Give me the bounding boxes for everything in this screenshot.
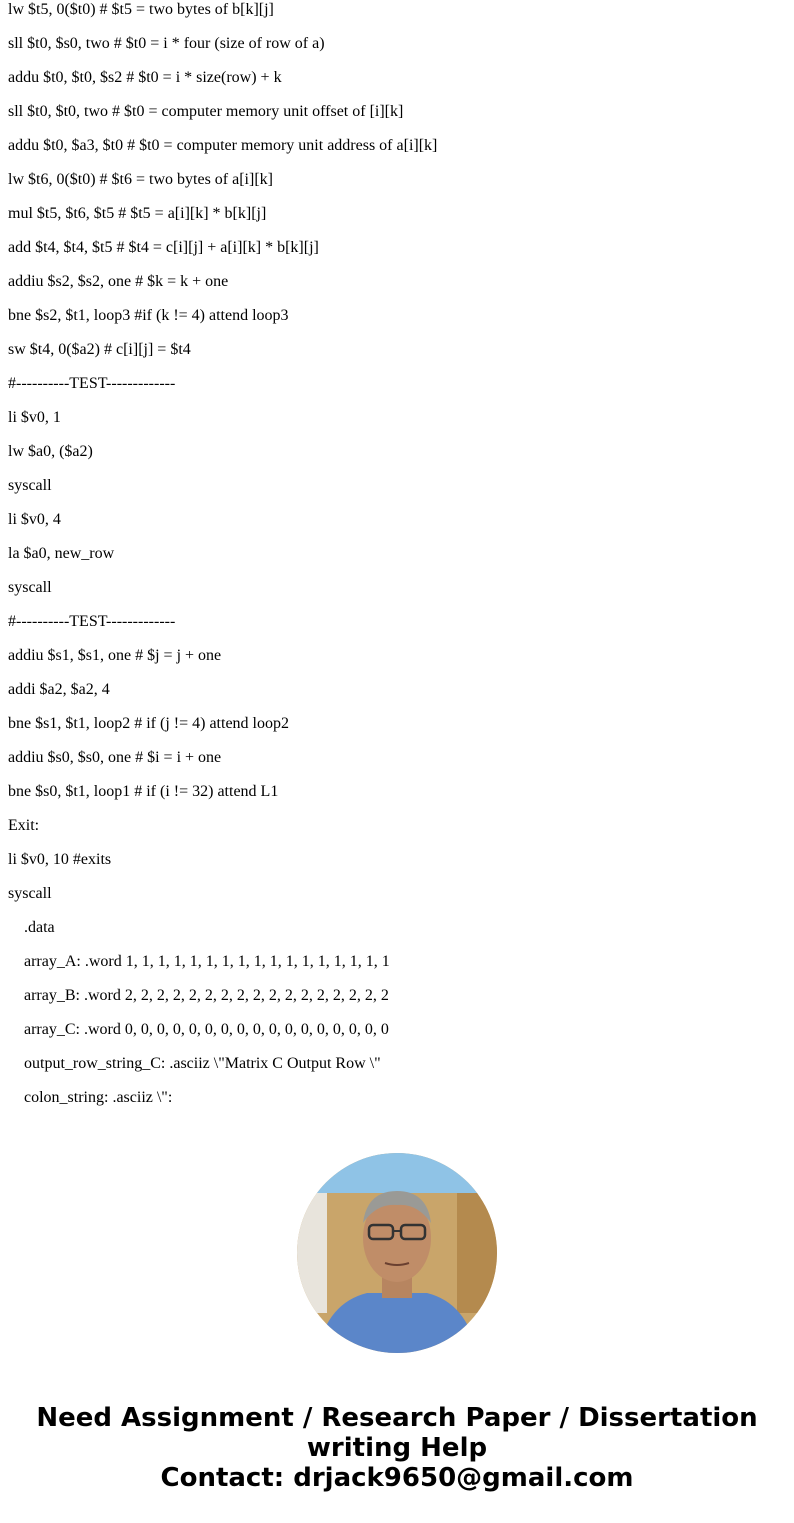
code-line: array_C: .word 0, 0, 0, 0, 0, 0, 0, 0, 0, 0, 0, 0, 0, 0, 0, 0, 0 <box>24 1021 389 1038</box>
code-line: sll $t0, $t0, two # $t0 = computer memory unit offset of [i][k] <box>8 103 404 120</box>
code-line: addu $t0, $t0, $s2 # $t0 = i * size(row) + k <box>8 69 282 86</box>
code-line: #----------TEST------------- <box>8 375 176 392</box>
contact-banner <box>0 1403 794 1493</box>
footer-line-2: writing Help <box>306 1433 488 1463</box>
code-line: addiu $s1, $s1, one # $j = j + one <box>8 647 222 664</box>
code-line: addi $a2, $a2, 4 <box>8 681 110 698</box>
code-line: #----------TEST------------- <box>8 613 176 630</box>
code-line: sw $t4, 0($a2) # c[i][j] = $t4 <box>8 341 191 358</box>
code-line: bne $s1, $t1, loop2 # if (j != 4) attend loop2 <box>8 715 289 732</box>
code-line: array_B: .word 2, 2, 2, 2, 2, 2, 2, 2, 2, 2, 2, 2, 2, 2, 2, 2, 2 <box>24 987 389 1004</box>
code-line: lw $t6, 0($t0) # $t6 = two bytes of a[i][k] <box>8 171 273 188</box>
code-line: mul $t5, $t6, $t5 # $t5 = a[i][k] * b[k][j] <box>8 205 267 222</box>
code-line: .data <box>24 919 55 936</box>
footer-contact: Contact: drjack9650@gmail.com <box>160 1463 634 1493</box>
code-line: colon_string: .asciiz \": <box>24 1089 173 1106</box>
code-line: syscall <box>8 477 52 494</box>
code-line: sll $t0, $s0, two # $t0 = i * four (size of row of a) <box>8 35 325 52</box>
code-line: syscall <box>8 885 52 902</box>
code-line: li $v0, 1 <box>8 409 61 426</box>
code-line: output_row_string_C: .asciiz \"Matrix C Output Row \" <box>24 1055 381 1072</box>
code-line: la $a0, new_row <box>8 545 115 562</box>
code-line: li $v0, 4 <box>8 511 61 528</box>
footer-line-1: Need Assignment / Research Paper / Dissertation <box>36 1403 758 1433</box>
code-line: li $v0, 10 #exits <box>8 851 112 868</box>
author-photo <box>297 1153 497 1353</box>
code-line: syscall <box>8 579 52 596</box>
code-line: add $t4, $t4, $t5 # $t4 = c[i][j] + a[i][k] * b[k][j] <box>8 239 319 256</box>
code-line: addu $t0, $a3, $t0 # $t0 = computer memory unit address of a[i][k] <box>8 137 438 154</box>
code-line: bne $s2, $t1, loop3 #if (k != 4) attend loop3 <box>8 307 289 324</box>
code-line: lw $a0, ($a2) <box>8 443 93 460</box>
code-line: lw $t5, 0($t0) # $t5 = two bytes of b[k][j] <box>8 1 274 18</box>
code-line: bne $s0, $t1, loop1 # if (i != 32) attend L1 <box>8 783 279 800</box>
code-line: addiu $s0, $s0, one # $i = i + one <box>8 749 222 766</box>
code-line: array_A: .word 1, 1, 1, 1, 1, 1, 1, 1, 1, 1, 1, 1, 1, 1, 1, 1, 1 <box>24 953 390 970</box>
code-listing <box>8 0 788 1122</box>
code-line: addiu $s2, $s2, one # $k = k + one <box>8 273 229 290</box>
code-line: Exit: <box>8 817 40 834</box>
